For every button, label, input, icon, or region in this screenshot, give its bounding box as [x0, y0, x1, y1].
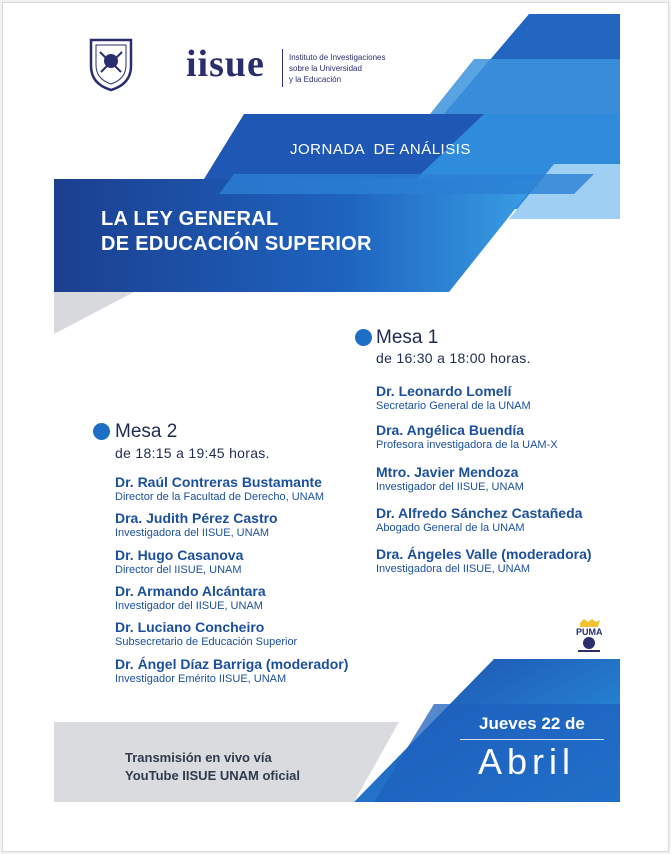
mesa1-speaker-name: Dr. Leonardo Lomelí — [376, 383, 512, 399]
event-title-line-1: LA LEY GENERAL — [101, 208, 279, 230]
mesa2-time: de 18:15 a 19:45 horas. — [115, 445, 270, 461]
mesa1-title: Mesa 1 — [376, 327, 439, 348]
institute-line-1: Instituto de Investigaciones — [289, 53, 386, 62]
mesa1-time: de 16:30 a 18:00 horas. — [376, 350, 531, 366]
event-title-line-2: DE EDUCACIÓN SUPERIOR — [101, 233, 372, 255]
puma-badge-icon — [574, 619, 604, 653]
mesa1-speaker-role: Investigador del IISUE, UNAM — [376, 481, 524, 493]
unam-seal-logo — [86, 36, 136, 92]
mesa2-speaker-role: Investigadora del IISUE, UNAM — [115, 527, 270, 539]
date-divider — [460, 739, 604, 740]
institute-name — [289, 52, 399, 85]
mesa1-speaker-name: Dra. Angélica Buendía — [376, 422, 525, 438]
mesa2-speaker-name: Dr. Armando Alcántara — [115, 583, 266, 599]
mesa2-speaker-name: Dra. Judith Pérez Castro — [115, 510, 278, 526]
institute-line-3: y la Educación — [289, 75, 342, 84]
mesa1-speaker-role: Investigadora del IISUE, UNAM — [376, 563, 531, 575]
event-kicker: JORNADA DE ANÁLISIS — [290, 141, 471, 158]
institute-line-2: sobre la Universidad — [289, 64, 362, 73]
mesa2-speaker-role: Investigador del IISUE, UNAM — [115, 600, 263, 612]
mesa1-speaker-role: Secretario General de la UNAM — [376, 400, 531, 412]
mesa2-title: Mesa 2 — [115, 421, 178, 442]
stream-line-2: YouTube IISUE UNAM oficial — [125, 768, 301, 783]
stream-info — [125, 749, 300, 785]
mesa2-bullet-icon — [93, 423, 110, 440]
iisue-logo-text: iisue — [186, 43, 265, 85]
event-date-month: Abril — [478, 741, 576, 782]
event-title — [101, 207, 372, 257]
mesa1-speaker-role: Abogado General de la UNAM — [376, 522, 525, 534]
page-sheet — [2, 2, 669, 852]
mesa2-speaker-name: Dr. Ángel Díaz Barriga (moderador) — [115, 656, 349, 672]
stream-line-1: Transmisión en vivo vía — [125, 750, 272, 765]
puma-badge-text: PUMA — [576, 627, 603, 637]
mesa1-speaker-name: Dra. Ángeles Valle (moderadora) — [376, 546, 592, 562]
mesa2-speaker-name: Dr. Luciano Concheiro — [115, 619, 265, 635]
mesa1-bullet-icon — [355, 329, 372, 346]
mesa1-speaker-role: Profesora investigadora de la UAM-X — [376, 439, 558, 451]
mesa2-speaker-name: Dr. Hugo Casanova — [115, 547, 244, 563]
mesa2-speaker-role: Investigador Emérito IISUE, UNAM — [115, 673, 287, 685]
mesa2-speaker-role: Subsecretario de Educación Superior — [115, 636, 298, 648]
mesa1-speaker-name: Mtro. Javier Mendoza — [376, 464, 519, 480]
mesa2-speaker-role: Director del IISUE, UNAM — [115, 564, 242, 576]
mesa1-speaker-name: Dr. Alfredo Sánchez Castañeda — [376, 505, 583, 521]
mesa2-speaker-name: Dr. Raúl Contreras Bustamante — [115, 474, 322, 490]
mesa2-speaker-role: Director de la Facultad de Derecho, UNAM — [115, 491, 325, 503]
event-date-weekday: Jueves 22 de — [479, 714, 585, 733]
logo-divider — [282, 49, 283, 87]
event-poster — [54, 14, 620, 802]
